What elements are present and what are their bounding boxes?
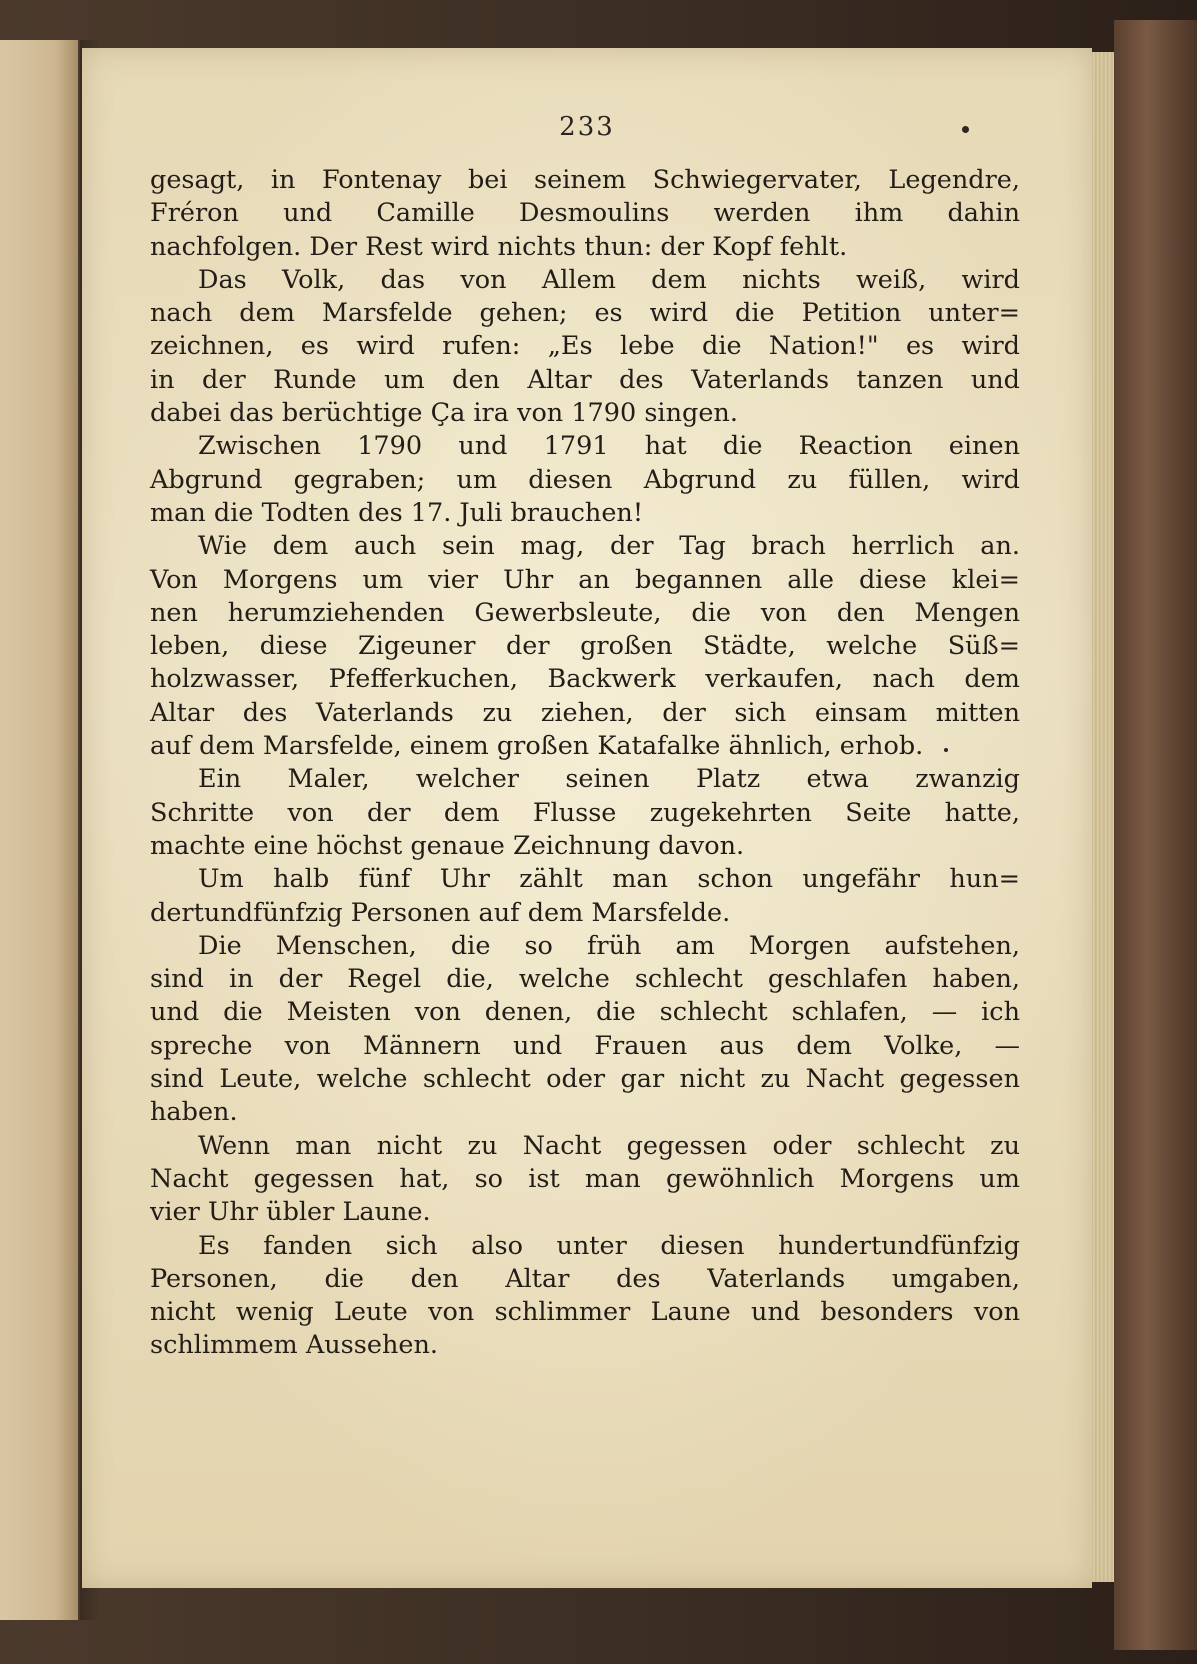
text-line: schlimmem Aussehen. — [150, 1330, 438, 1361]
text-line: Wie dem auch sein mag, der Tag brach herrlich an. — [198, 531, 1020, 562]
text-line: nachfolgen. Der Rest wird nichts thun: der Kopf fehlt. — [150, 231, 848, 262]
book-page — [82, 48, 1092, 1588]
text-line: nach dem Marsfelde gehen; es wird die Petition unter= — [150, 298, 1020, 329]
ink-speck — [962, 126, 969, 133]
text-line: dabei das berüchtige Ça ira von 1790 singen. — [150, 398, 738, 429]
text-line: Zwischen 1790 und 1791 hat die Reaction einen — [198, 431, 1020, 462]
text-line: spreche von Männern und Frauen aus dem Volke, — — [150, 1030, 1020, 1061]
text-line: machte eine höchst genaue Zeichnung davon. — [150, 830, 745, 861]
text-line: in der Runde um den Altar des Vaterlands tanzen und — [150, 364, 1020, 395]
text-line: Um halb fünf Uhr zählt man schon ungefähr hun= — [198, 864, 1020, 895]
text-line: auf dem Marsfelde, einem großen Katafalke ähnlich, erhob. — [150, 731, 924, 762]
text-line: Die Menschen, die so früh am Morgen aufstehen, — [198, 930, 1020, 961]
text-line: nicht wenig Leute von schlimmer Laune und besonders von — [150, 1297, 1020, 1328]
text-line: vier Uhr übler Laune. — [150, 1197, 431, 1228]
text-line: zeichnen, es wird rufen: „Es lebe die Nation!" es wird — [150, 331, 1020, 362]
text-line: Altar des Vaterlands zu ziehen, der sich einsam mitten — [150, 697, 1020, 728]
page-text — [150, 164, 1020, 1363]
text-line: und die Meisten von denen, die schlecht schlafen, — ich — [150, 997, 1020, 1028]
text-line: dertundfünfzig Personen auf dem Marsfelde. — [150, 897, 731, 928]
text-line: Personen, die den Altar des Vaterlands umgaben, — [150, 1263, 1020, 1294]
text-line: Nacht gegessen hat, so ist man gewöhnlich Morgens um — [150, 1163, 1020, 1194]
text-line: leben, diese Zigeuner der großen Städte, welche Süß= — [150, 631, 1020, 662]
text-line: Es fanden sich also unter diesen hundertundfünfzig — [198, 1230, 1020, 1261]
book-cover-edge — [1114, 20, 1197, 1650]
text-line: holzwasser, Pfefferkuchen, Backwerk verkaufen, nach dem — [150, 664, 1020, 695]
text-line: haben. — [150, 1097, 238, 1128]
text-line: Fréron und Camille Desmoulins werden ihm dahin — [150, 198, 1020, 229]
text-line: Von Morgens um vier Uhr an begannen alle diese klei= — [150, 564, 1020, 595]
previous-page-edge — [0, 40, 80, 1620]
text-line: Abgrund gegraben; um diesen Abgrund zu füllen, wird — [150, 464, 1020, 495]
ink-speck — [944, 748, 948, 752]
text-line: nen herumziehenden Gewerbsleute, die von den Mengen — [150, 597, 1020, 628]
text-line: man die Todten des 17. Juli brauchen! — [150, 497, 644, 528]
text-line: Das Volk, das von Allem dem nichts weiß, wird — [198, 264, 1020, 295]
text-line: sind Leute, welche schlecht oder gar nicht zu Nacht gegessen — [150, 1064, 1020, 1095]
page-number: 233 — [559, 112, 615, 142]
text-line: Ein Maler, welcher seinen Platz etwa zwanzig — [198, 764, 1020, 795]
text-line: Wenn man nicht zu Nacht gegessen oder schlecht zu — [198, 1130, 1020, 1161]
text-line: Schritte von der dem Flusse zugekehrten Seite hatte, — [150, 797, 1020, 828]
text-line: sind in der Regel die, welche schlecht geschlafen haben, — [150, 964, 1020, 995]
text-line: gesagt, in Fontenay bei seinem Schwiegervater, Legendre, — [150, 165, 1020, 195]
